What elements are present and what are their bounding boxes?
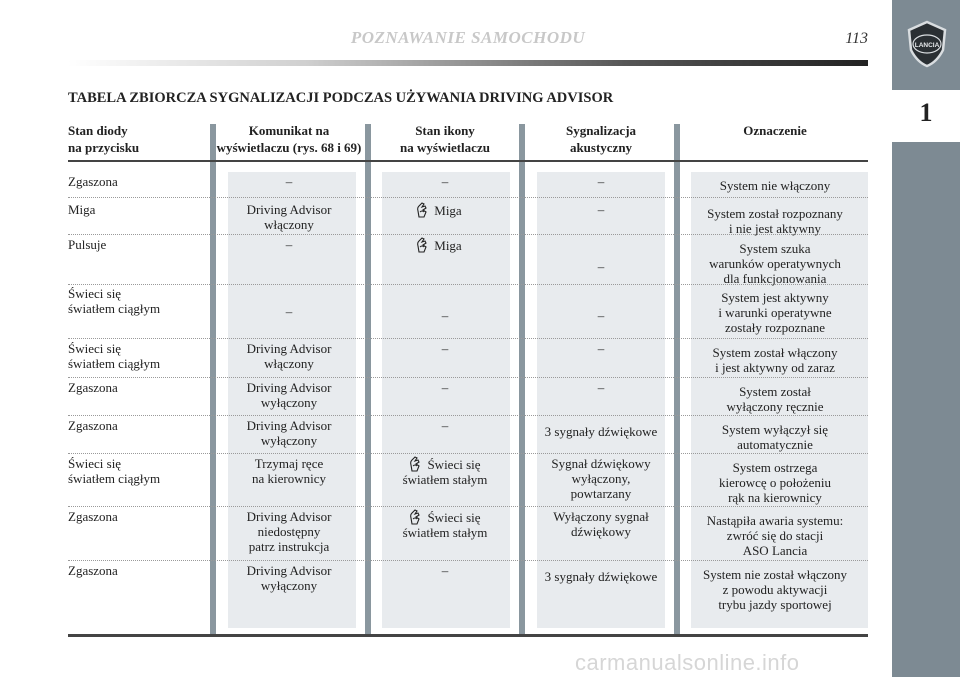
row-separator [68,453,868,454]
lancia-logo-icon [905,20,949,68]
page-header [68,28,868,52]
hands-on-steering-wheel-icon [416,202,428,218]
row-separator [68,415,868,416]
led-state-cell: Zgaszona [68,174,118,189]
meaning-cell: System ostrzega kierowcę o położeniu rąk na kierownicy [719,460,831,505]
icon-state-cell: Miga [370,237,520,253]
meaning-cell: Nastąpiła awaria systemu: zwróć się do stacji ASO Lancia [706,513,844,558]
page-number: 113 [845,30,868,47]
acoustic-signal-cell: 3 sygnały dźwiękowe [544,569,658,584]
meaning-cell: System został wyłączony ręcznie [726,384,824,414]
display-message-cell: Driving Advisor wyłączony [246,380,332,410]
led-state-cell: Zgaszona [68,380,118,395]
chapter-number: 1 [919,98,933,127]
meaning-cell: System wyłączył się automatycznie [721,422,829,452]
icon-state-cell: – [441,308,449,323]
icon-state-cell: – [441,380,449,395]
table-bottom-line [68,634,868,637]
acoustic-signal-cell: – [597,259,605,274]
svg-text:LANCIA: LANCIA [914,42,940,49]
led-state-cell: Świeci się światłem ciągłym [68,456,161,486]
icon-state-cell: – [441,174,449,189]
led-state-cell: Zgaszona [68,509,118,524]
meaning-cell: System został włączony i jest aktywny od zaraz [712,345,838,375]
led-state-cell: Pulsuje [68,237,107,252]
row-separator [68,197,868,198]
header-acoustic-signal: Sygnalizacja akustyczny [565,123,637,155]
display-message-cell: Driving Advisor wyłączony [246,418,332,448]
acoustic-signal-cell: – [597,341,605,356]
acoustic-signal-cell: Sygnał dźwiękowy wyłączony, powtarzany [551,456,651,501]
acoustic-signal-cell: – [597,380,605,395]
display-message-cell: – [285,304,293,319]
acoustic-signal-cell: – [597,202,605,217]
meaning-cell: System nie włączony [719,178,831,193]
row-separator [68,377,868,378]
display-message-cell: Driving Advisor niedostępny patrz instrukcja [246,509,332,554]
display-message-cell: Trzymaj ręce na kierownicy [251,456,326,486]
signal-table [68,120,868,640]
display-message-cell: – [285,174,293,189]
acoustic-signal-cell: Wyłączony sygnał dźwiękowy [553,509,649,539]
icon-state-cell: – [441,418,449,433]
hands-on-steering-wheel-icon [409,456,421,472]
display-message-cell: Driving Advisor włączony [246,202,332,232]
header-led-state: Stan diody na przycisku [68,123,140,155]
display-message-cell: Driving Advisor wyłączony [246,563,332,593]
hands-on-steering-wheel-icon [416,237,428,253]
led-state-cell: Świeci się światłem ciągłym [68,286,161,316]
meaning-cell: System nie został włączony z powodu aktywacji trybu jazdy sportowej [702,567,848,612]
header-rule [68,60,868,66]
acoustic-signal-cell: 3 sygnały dźwiękowe [544,424,658,439]
led-state-cell: Świeci się światłem ciągłym [68,341,161,371]
header-meaning: Oznaczenie [743,123,807,138]
meaning-cell: System szuka warunków operatywnych dla funkcjonowania [709,241,841,286]
header-display-message: Komunikat na wyświetlaczu (rys. 68 i 69) [216,123,362,155]
led-state-cell: Zgaszona [68,563,118,578]
icon-state-cell: – [441,563,449,578]
led-state-cell: Miga [68,202,96,217]
row-separator [68,506,868,507]
watermark: carmanualsonline.info [575,650,800,675]
icon-state-cell: Świeci się światłem stałym [402,457,488,487]
icon-state-cell: Świeci się światłem stałym [402,510,488,540]
display-message-cell: – [285,237,293,252]
acoustic-signal-cell: – [597,308,605,323]
section-title: POZNAWANIE SAMOCHODU [350,28,586,47]
meaning-cell: System jest aktywny i warunki operatywne zostały rozpoznane [718,290,832,335]
row-separator [68,338,868,339]
display-message-cell: Driving Advisor włączony [246,341,332,371]
meaning-cell: System został rozpoznany i nie jest aktywny [707,206,843,236]
acoustic-signal-cell: – [597,174,605,189]
hands-on-steering-wheel-icon [409,509,421,525]
led-state-cell: Zgaszona [68,418,118,433]
header-rule-line [68,160,868,162]
table-title: TABELA ZBIORCZA SYGNALIZACJI PODCZAS UŻYWANIA DRIVING ADVISOR [68,90,614,106]
header-icon-state: Stan ikony na wyświetlaczu [400,123,490,155]
chapter-tab-bottom [892,142,960,677]
icon-state-cell: Miga [370,202,520,218]
icon-state-cell: – [441,341,449,356]
row-separator [68,560,868,561]
